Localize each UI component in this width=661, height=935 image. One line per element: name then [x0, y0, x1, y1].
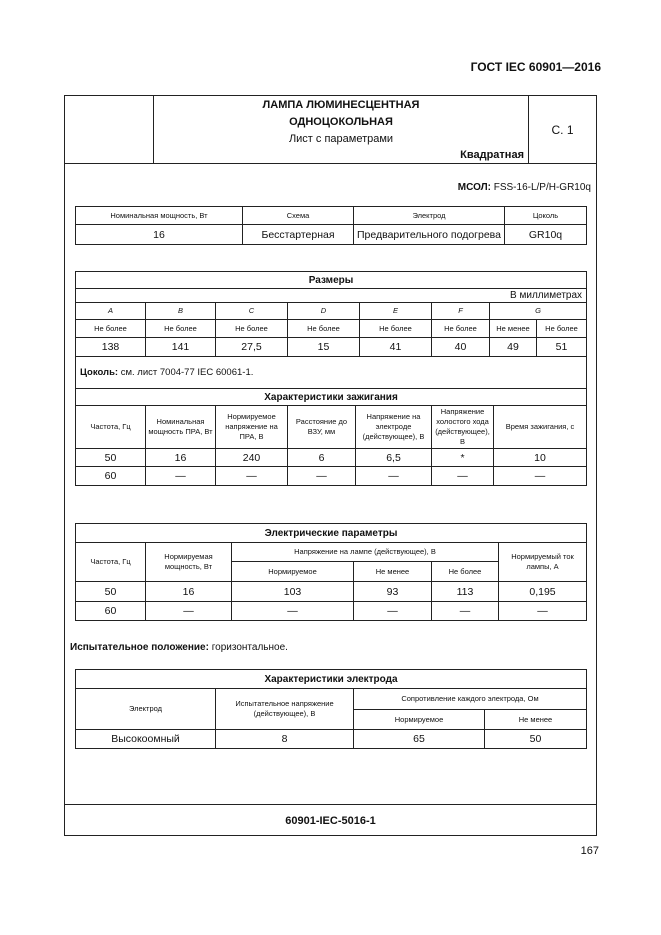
cell-base: GR10q [505, 225, 587, 245]
header-electrode: Электрод [354, 207, 505, 225]
electrical-parameters-table [75, 523, 587, 621]
ignition-cell: — [494, 467, 587, 486]
dim-limit-g-min: Не менее [490, 320, 537, 338]
ignition-header-ballast-voltage: Нормируемое напряжение на ПРА, В [216, 406, 288, 449]
ignition-header-electrode-voltage: Напряжение на электроде (действующее), В [356, 406, 432, 449]
electrical-header-current: Нормируемый ток лампы, А [499, 543, 587, 582]
ignition-cell: 60 [76, 467, 146, 486]
electrical-cell: — [354, 602, 432, 621]
dim-letter-c: C [216, 303, 288, 320]
ignition-cell: — [432, 467, 494, 486]
ignition-cell: — [146, 467, 216, 486]
ignition-header-time: Время зажигания, с [494, 406, 587, 449]
ignition-header-frequency: Частота, Гц [76, 406, 146, 449]
dim-limit-f: Не более [432, 320, 490, 338]
dimensions-units: В миллиметрах [76, 289, 587, 303]
dim-letter-g: G [490, 303, 587, 320]
electrical-cell: — [146, 602, 232, 621]
base-note-label: Цоколь: [80, 367, 119, 378]
electrical-cell: — [499, 602, 587, 621]
lamp-title-line1: ЛАМПА ЛЮМИНЕСЦЕНТНАЯ [262, 99, 420, 111]
lamp-title-line2: ОДНОЦОКОЛЬНАЯ [289, 116, 393, 128]
dim-letter-e: E [360, 303, 432, 320]
dim-letter-a: A [76, 303, 146, 320]
dim-limit-g-max: Не более [537, 320, 587, 338]
header-scheme: Схема [243, 207, 354, 225]
title-block [65, 96, 596, 164]
electrical-header-frequency: Частота, Гц [76, 543, 146, 582]
title-block-main-cell [154, 96, 529, 163]
electrode-cell-test-voltage: 8 [216, 730, 354, 749]
title-block-blank-cell [65, 96, 154, 163]
electrical-header-power: Нормируемая мощность, Вт [146, 543, 232, 582]
standard-number: ГОСТ IEC 60901—2016 [470, 60, 601, 74]
electrode-header-resistance-min: Не менее [485, 710, 587, 730]
electrode-header-test-voltage: Испытательное напряжение (действующее), В [216, 689, 354, 730]
dim-value-c: 27,5 [216, 338, 288, 357]
electrical-cell: 0,195 [499, 582, 587, 602]
header-base: Цоколь [505, 207, 587, 225]
electrode-cell-resistance-min: 50 [485, 730, 587, 749]
electrical-cell: 103 [232, 582, 354, 602]
electrical-title: Электрические параметры [76, 524, 587, 543]
electrode-header-resistance-norm: Нормируемое [354, 710, 485, 730]
ignition-header-distance: Расстояние до ВЗУ, мм [288, 406, 356, 449]
sheet-subtitle: Лист с параметрами [288, 133, 394, 145]
dim-value-g-max: 51 [537, 338, 587, 357]
test-position-text: горизонтальное. [208, 642, 288, 653]
mcol-label: МСОЛ: [457, 182, 491, 193]
ignition-cell: 10 [494, 449, 587, 467]
electrical-cell: 113 [432, 582, 499, 602]
ignition-header-open-circuit-voltage: Напряжение холостого хода (действующее), В [432, 406, 494, 449]
ignition-cell: * [432, 449, 494, 467]
electrode-header-type: Электрод [76, 689, 216, 730]
main-parameters-table [75, 206, 587, 245]
ignition-cell: 50 [76, 449, 146, 467]
ignition-cell: 16 [146, 449, 216, 467]
dim-value-g-min: 49 [490, 338, 537, 357]
electrical-header-voltage-max: Не более [432, 562, 499, 582]
cell-electrode: Предварительного подогрева [354, 225, 505, 245]
table-row [76, 730, 587, 749]
table-row [76, 467, 587, 486]
ignition-cell: 6 [288, 449, 356, 467]
table-row [76, 582, 587, 602]
header-rated-power: Номинальная мощность, Вт [76, 207, 243, 225]
sheet-label: С. 1 [551, 122, 574, 137]
ignition-cell: — [288, 467, 356, 486]
electrical-header-voltage: Напряжение на лампе (действующее), В [232, 543, 499, 562]
dimensions-ignition-table [75, 271, 587, 486]
electrode-cell-resistance-norm: 65 [354, 730, 485, 749]
dim-letter-d: D [288, 303, 360, 320]
electrode-title: Характеристики электрода [76, 670, 587, 689]
dim-value-b: 141 [146, 338, 216, 357]
dim-letter-b: B [146, 303, 216, 320]
dim-letter-f: F [432, 303, 490, 320]
test-position-label: Испытательное положение: [70, 642, 209, 653]
electrical-cell: 93 [354, 582, 432, 602]
electrical-header-voltage-min: Не менее [354, 562, 432, 582]
cell-scheme: Бесстартерная [243, 225, 354, 245]
electrode-header-resistance: Сопротивление каждого электрода, Ом [354, 689, 587, 710]
mcol-value: FSS-16-L/P/H-GR10q [493, 182, 591, 193]
table-row [76, 449, 587, 467]
sheet-frame [64, 95, 597, 836]
electrical-cell: 50 [76, 582, 146, 602]
ignition-title: Характеристики зажигания [76, 389, 587, 406]
dim-value-a: 138 [76, 338, 146, 357]
sheet-code: 60901-IEC-5016-1 [65, 804, 596, 836]
dim-value-e: 41 [360, 338, 432, 357]
ignition-header-ballast-power: Номинальная мощность ПРА, Вт [146, 406, 216, 449]
base-note [76, 357, 587, 389]
ignition-cell: 6,5 [356, 449, 432, 467]
electrode-cell-type: Высокоомный [76, 730, 216, 749]
table-row [76, 602, 587, 621]
electrical-cell: — [432, 602, 499, 621]
ignition-cell: — [356, 467, 432, 486]
cell-rated-power: 16 [76, 225, 243, 245]
electrical-cell: — [232, 602, 354, 621]
dim-limit-c: Не более [216, 320, 288, 338]
electrode-table [75, 669, 587, 749]
dim-limit-b: Не более [146, 320, 216, 338]
ignition-cell: 240 [216, 449, 288, 467]
dim-value-f: 40 [432, 338, 490, 357]
test-position-note [70, 642, 288, 653]
dimensions-title: Размеры [76, 272, 587, 289]
lamp-shape: Квадратная [460, 149, 524, 161]
dim-value-d: 15 [288, 338, 360, 357]
ignition-cell: — [216, 467, 288, 486]
electrical-cell: 60 [76, 602, 146, 621]
mcol-designation [458, 182, 591, 193]
base-note-text: см. лист 7004-77 IEC 60061-1. [118, 367, 254, 378]
electrical-cell: 16 [146, 582, 232, 602]
electrical-header-voltage-norm: Нормируемое [232, 562, 354, 582]
dim-limit-a: Не более [76, 320, 146, 338]
dim-limit-e: Не более [360, 320, 432, 338]
dim-limit-d: Не более [288, 320, 360, 338]
page-number: 167 [580, 845, 599, 857]
